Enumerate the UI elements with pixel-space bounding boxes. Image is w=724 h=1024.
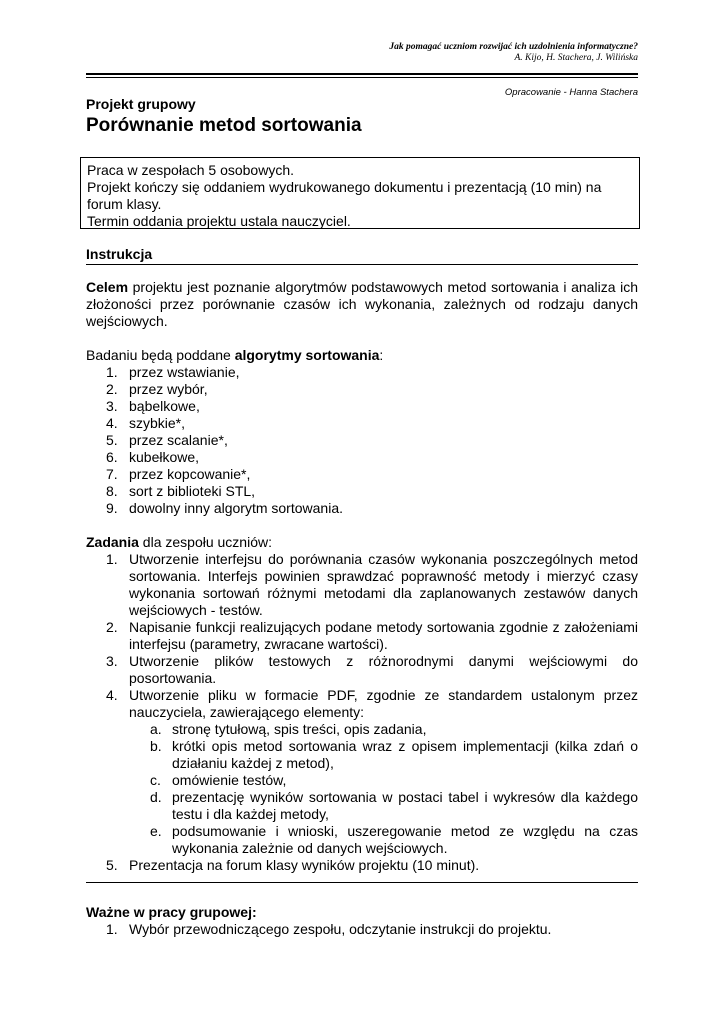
pdf-elements-list <box>129 721 638 857</box>
instrukcja-heading: Instrukcja <box>86 246 638 265</box>
sub-list-item: c. omówienie testów, <box>150 772 287 788</box>
list-item: 9. dowolny inny algorytm sortowania. <box>106 500 343 516</box>
header-rule-thick <box>86 73 638 75</box>
info-line: Praca w zespołach 5 osobowych. <box>87 162 294 178</box>
list-item: 8. sort z biblioteki STL, <box>106 483 256 499</box>
info-line: Termin oddania projektu ustala nauczyciel. <box>87 213 351 229</box>
sub-list-item: e. podsumowanie i wnioski, uszeregowanie metod ze względu na czas wykonania zależnie od danych wejściowych. <box>150 823 638 856</box>
list-item: 1. przez wstawianie, <box>106 364 240 380</box>
sub-list-item: a. stronę tytułową, spis treści, opis zadania, <box>150 721 427 737</box>
tasks-intro <box>86 534 638 551</box>
header-authors: A. Kijo, H. Stachera, J. Wilińska <box>514 53 638 63</box>
page-title: Porównanie metod sortowania <box>86 115 362 136</box>
list-item: 1. Wybór przewodniczącego zespołu, odczytanie instrukcji do projektu. <box>106 921 552 937</box>
list-item: 2. Napisanie funkcji realizujących podane metody sortowania zgodnie z założeniami interfejsu (parametry, zwracane wartości). <box>106 619 638 652</box>
info-line: Projekt kończy się oddaniem wydrukowanego dokumentu i prezentacją (10 min) na forum klasy. <box>87 179 602 212</box>
section-divider <box>86 882 638 883</box>
group-work-heading: Ważne w pracy grupowej: <box>86 904 257 920</box>
tasks-intro-text: dla zespołu uczniów: <box>138 534 272 550</box>
algorithms-intro-bold: algorytmy sortowania <box>234 347 380 363</box>
algorithms-intro <box>86 347 638 364</box>
list-item: 5. Prezentacja na forum klasy wyników projektu (10 minut). <box>106 857 480 873</box>
algorithms-intro-colon: : <box>379 347 384 363</box>
author-note: Opracowanie - Hanna Stachera <box>504 87 638 98</box>
info-box <box>80 157 640 229</box>
list-item: 4. Utworzenie pliku w formacie PDF, zgodnie ze standardem ustalonym przez nauczyciela, zawierającego elementy: a. stronę tytułową, spis treści, opis zadania, b. krótki opis metod sortowania wraz z opisem implementacji (kilka zdań o działaniu każdej z metod), c. omówienie testów, d. prezentację wyników sortowania w postaci tabel i wykresów dla każdego testu i dla każdej metody, e. podsumowanie i wnioski, uszeregowanie metod ze względu na czas wykonania zależnie od danych wejściowych. <box>106 687 638 856</box>
sub-list-item: b. krótki opis metod sortowania wraz z opisem implementacji (kilka zdań o działaniu każdej z metod), <box>150 738 638 771</box>
algorithms-list <box>86 364 638 517</box>
goal-bold: Celem <box>86 279 129 295</box>
list-item: 4. szybkie*, <box>106 415 186 431</box>
tasks-intro-bold: Zadania <box>86 534 139 550</box>
list-item: 1. Utworzenie interfejsu do porównania czasów wykonania poszczególnych metod sortowania. Interfejs powinien sprawdzać poprawność metody i mierzyć czasy wykonania sortowań różnymi metodami dla zaplanowanych zestawów danych wejściowych - testów. <box>106 551 638 618</box>
list-item: 5. przez scalanie*, <box>106 432 228 448</box>
algorithms-intro-text: Badaniu będą poddane <box>86 347 235 363</box>
list-item: 3. Utworzenie plików testowych z różnorodnymi danymi wejściowymi do posortowania. <box>106 653 638 686</box>
list-item: 2. przez wybór, <box>106 381 208 397</box>
header-book-title: Jak pomagać uczniom rozwijać ich uzdolnienia informatyczne? <box>389 42 638 52</box>
list-item: 3. bąbelkowe, <box>106 398 200 414</box>
header-rule-thin <box>86 77 638 78</box>
group-work-list <box>86 921 638 938</box>
goal-paragraph <box>86 279 638 330</box>
list-item: 6. kubełkowe, <box>106 449 200 465</box>
page-subtitle: Projekt grupowy <box>86 96 196 112</box>
goal-text: projektu jest poznanie algorytmów podstawowych metod sortowania i analiza ich złożoności przez porównanie czasów ich wykonania, zależnych od rodzaju danych wejściowych. <box>86 279 638 329</box>
running-header <box>389 42 638 64</box>
instructions-body <box>86 279 638 874</box>
list-item: 7. przez kopcowanie*, <box>106 466 251 482</box>
tasks-list <box>86 551 638 874</box>
group-work-section <box>86 904 638 938</box>
sub-list-item: d. prezentację wyników sortowania w postaci tabel i wykresów dla każdego testu i dla każdej metody, <box>150 789 638 822</box>
